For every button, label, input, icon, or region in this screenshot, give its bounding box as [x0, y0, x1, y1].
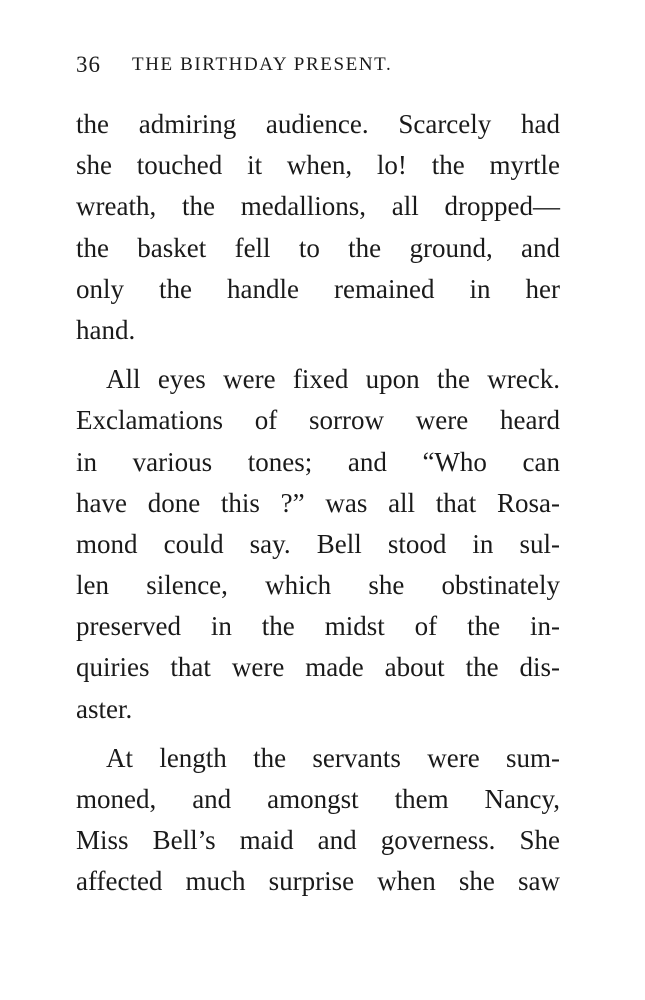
- paragraph-1: [76, 104, 560, 351]
- text-line: moned, and amongst them Nancy,: [76, 784, 560, 814]
- text-line: in various tones; and “Who can: [76, 446, 560, 477]
- paragraph-3: [76, 738, 560, 903]
- text-line: All eyes were fixed upon the wreck.: [106, 364, 560, 395]
- text-line: affected much surprise when she saw: [76, 866, 560, 897]
- text-line: the basket fell to the ground, and: [76, 232, 560, 263]
- text-line: len silence, which she obstinately: [76, 570, 560, 601]
- running-title: THE BIRTHDAY PRESENT.: [132, 54, 393, 75]
- text-line: only the handle remained in her: [76, 273, 560, 304]
- text-line: she touched it when, lo! the myrtle: [76, 150, 560, 181]
- text-line: quiries that were made about the dis-: [76, 652, 560, 683]
- page-number: 36: [76, 52, 101, 77]
- text-line: the admiring audience. Scarcely had: [76, 109, 560, 139]
- text-line: Exclamations of sorrow were heard: [76, 405, 560, 436]
- text-line: aster.: [76, 693, 133, 724]
- paragraph-2: [76, 359, 560, 730]
- paragraph-gap: [76, 730, 560, 738]
- running-head: [76, 52, 560, 86]
- text-line: have done this ?” was all that Rosa-: [76, 487, 560, 518]
- paragraph-gap: [76, 351, 560, 359]
- text-line: hand.: [76, 314, 136, 345]
- text-line: wreath, the medallions, all dropped—: [76, 191, 560, 222]
- text-line: preserved in the midst of the in-: [76, 611, 560, 642]
- text-line: Miss Bell’s maid and governess. She: [76, 825, 560, 856]
- body-text: [76, 104, 560, 903]
- text-line: At length the servants were sum-: [106, 742, 560, 773]
- text-line: mond could say. Bell stood in sul-: [76, 528, 560, 559]
